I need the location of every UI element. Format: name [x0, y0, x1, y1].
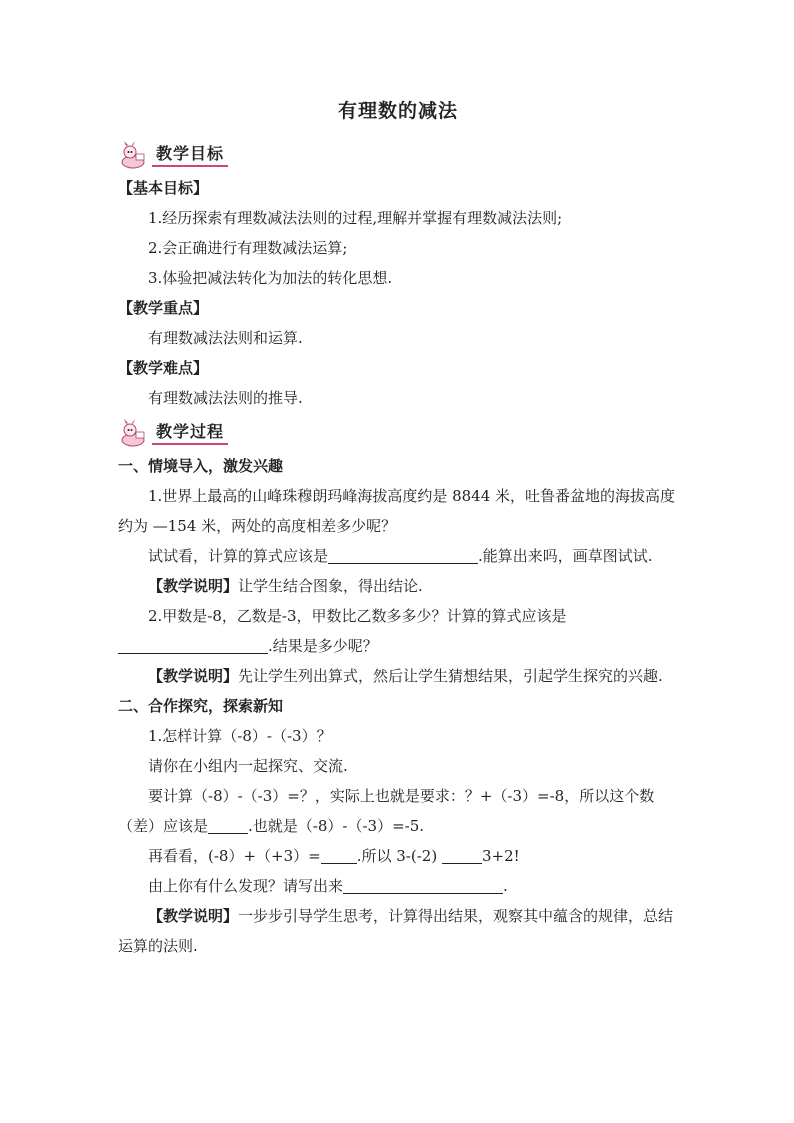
goal-item-2: 2.会正确进行有理数减法运算; — [148, 239, 348, 257]
difficulties-text: 有理数减法法则的推导. — [148, 389, 303, 407]
part1-paragraph-2 — [118, 541, 678, 571]
part1-p2-text-b: .能算出来吗，画草图试试. — [478, 547, 653, 565]
page-title: 有理数的减法 — [337, 100, 458, 122]
cartoon-mascot-icon — [118, 418, 148, 448]
part2-q4-text-b: .所以 3-(-2) — [356, 847, 438, 865]
key-points-text: 有理数减法法则和运算. — [148, 329, 303, 347]
answer-blank[interactable] — [208, 815, 248, 834]
part1-p3-text-b: .结果是多少呢？ — [268, 637, 378, 655]
part2-q5-text-b: . — [503, 877, 508, 895]
goal-item-3: 3.体验把减法转化为加法的转化思想. — [148, 269, 393, 287]
part2-heading: 二、合作探究，探索新知 — [118, 697, 284, 715]
note-text: 一步步引导学生思考，计算得出结果，观察其中蕴含的规律，总结运算的法则. — [118, 907, 674, 955]
banner-label-process: 教学过程 — [152, 421, 228, 445]
difficulties-heading: 【教学难点】 — [118, 359, 209, 377]
part1-p2-text-a: 试试看，计算的算式应该是 — [148, 547, 329, 565]
note-label: 【教学说明】 — [148, 667, 239, 685]
part2-question-2: 请你在小组内一起探究、交流. — [148, 757, 348, 775]
part2-q4-text-a: 再看看，(-8）+（+3）= — [148, 847, 321, 865]
part1-heading: 一、情境导入，激发兴趣 — [118, 457, 284, 475]
teaching-note-1 — [118, 571, 678, 601]
part2-q4-text-c: 3+2! — [481, 847, 520, 865]
part2-question-1: 1.怎样计算（-8）-（-3）？ — [148, 727, 332, 745]
part2-question-4 — [118, 841, 678, 871]
part2-question-3 — [118, 781, 678, 841]
answer-blank[interactable] — [442, 845, 482, 864]
answer-blank[interactable] — [328, 545, 478, 564]
section-banner-process — [118, 417, 678, 449]
part1-paragraph-1: 1.世界上最高的山峰珠穆朗玛峰海拔高度约是 8844 米，吐鲁番盆地的海拔高度约为 —154 米，两处的高度相差多少呢？ — [118, 487, 676, 535]
teaching-note-3 — [118, 901, 678, 961]
answer-blank[interactable] — [118, 635, 268, 654]
section-banner-goals — [118, 139, 678, 171]
part2-q5-text-a: 由上你有什么发现？请写出来 — [148, 877, 344, 895]
basic-goals-heading: 【基本目标】 — [118, 179, 209, 197]
cartoon-mascot-icon — [118, 140, 148, 170]
part1-paragraph-3 — [118, 601, 678, 661]
document-page — [118, 96, 678, 961]
note-label: 【教学说明】 — [148, 577, 239, 595]
part1-p3-text-a: 2.甲数是-8，乙数是-3，甲数比乙数多多少？计算的算式应该是 — [148, 607, 567, 625]
note-text: 让学生结合图象，得出结论. — [238, 577, 423, 595]
key-points-heading: 【教学重点】 — [118, 299, 209, 317]
banner-label-goals: 教学目标 — [152, 143, 228, 167]
teaching-note-2 — [118, 661, 678, 691]
part2-question-5 — [118, 871, 678, 901]
goal-item-1: 1.经历探索有理数减法法则的过程,理解并掌握有理数减法法则; — [148, 209, 563, 227]
part2-q3-text-b: .也就是（-8）-（-3）=-5. — [248, 817, 425, 835]
part2-q3-text-a: 要计算（-8）-（-3）=？，实际上也就是要求：？+（-3）=-8，所以这个数（差）应该是 — [118, 787, 655, 835]
note-text: 先让学生列出算式，然后让学生猜想结果，引起学生探究的兴趣. — [238, 667, 663, 685]
answer-blank[interactable] — [321, 845, 357, 864]
answer-blank[interactable] — [343, 875, 503, 894]
note-label: 【教学说明】 — [148, 907, 239, 925]
